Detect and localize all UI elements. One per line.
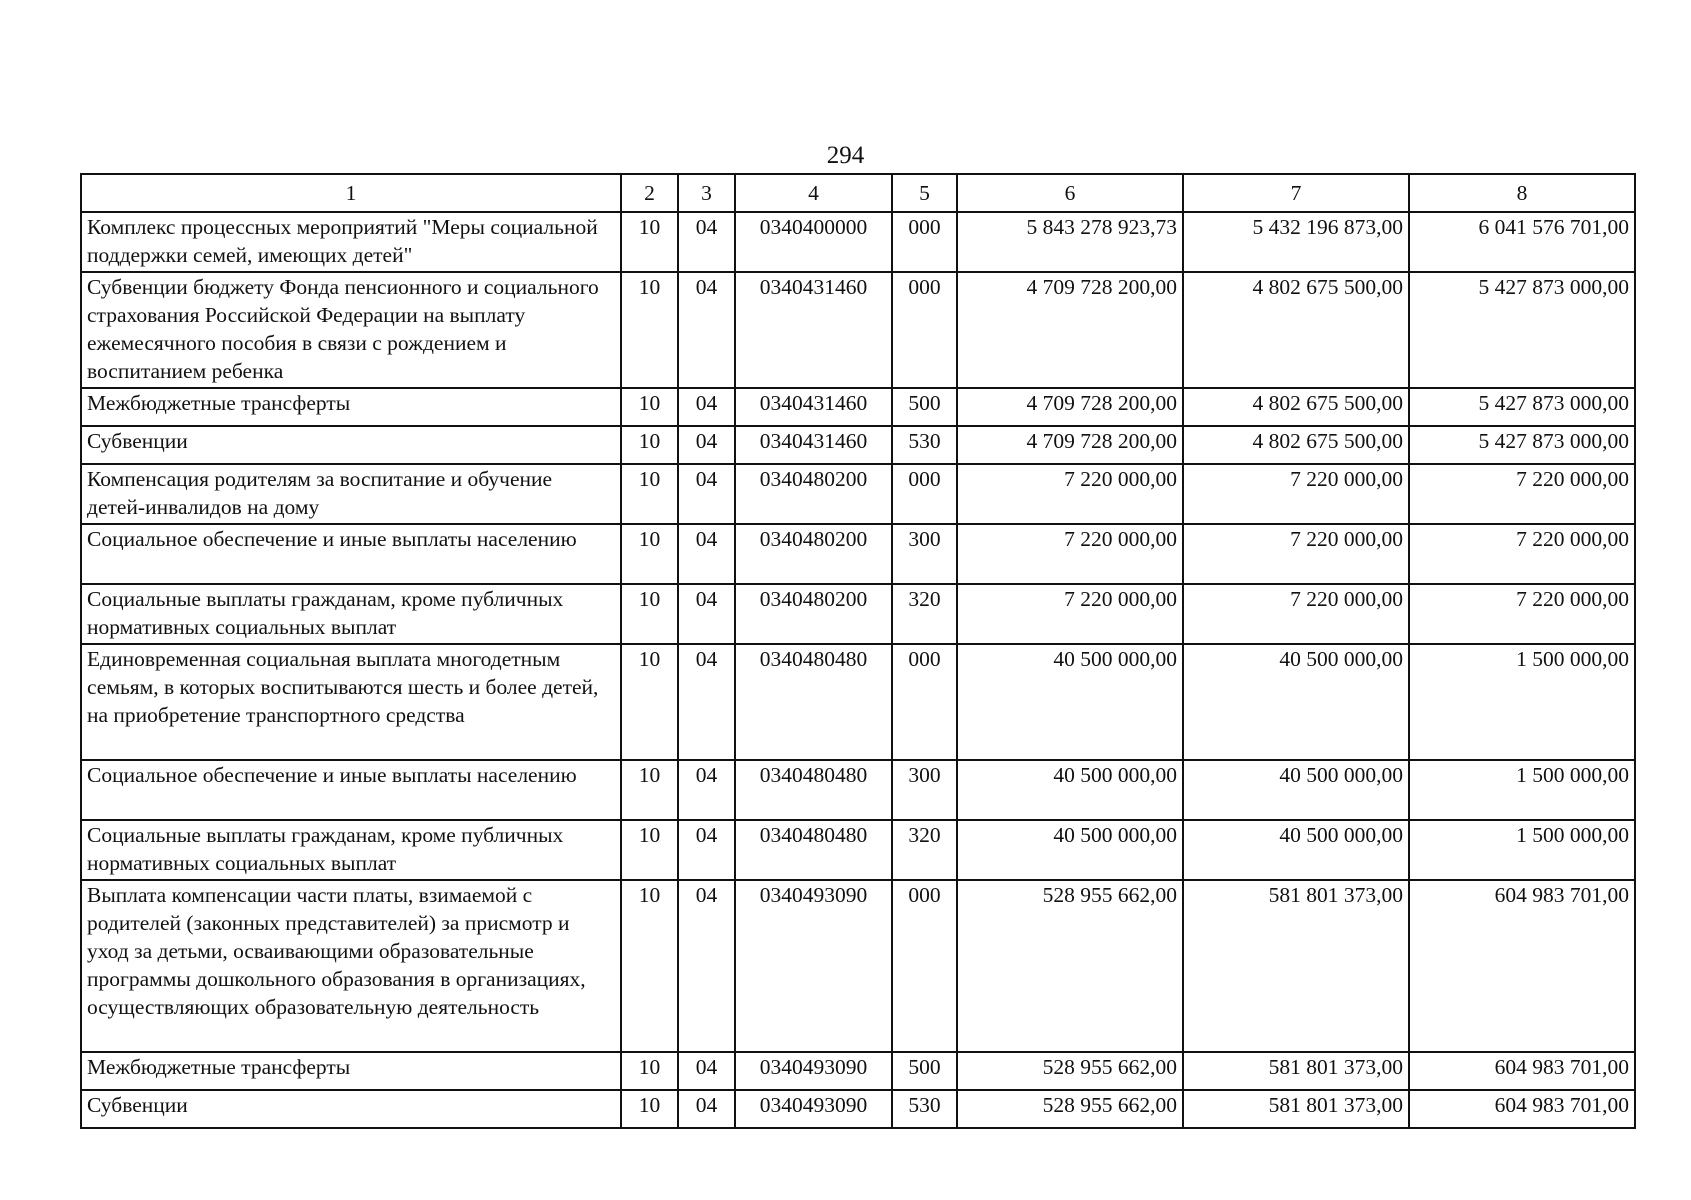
row-amount-year1: 4 709 728 200,00 xyxy=(957,272,1183,388)
row-target-article: 0340493090 xyxy=(735,1090,892,1128)
row-section: 10 xyxy=(621,212,678,272)
row-amount-year2: 40 500 000,00 xyxy=(1183,644,1409,760)
row-amount-year2: 581 801 373,00 xyxy=(1183,1052,1409,1090)
row-name: Единовременная социальная выплата многодетным семьям, в которых воспитываются шесть и более детей, на приобретение транспортного средства xyxy=(81,644,621,760)
row-amount-year1: 4 709 728 200,00 xyxy=(957,388,1183,426)
row-amount-year3: 7 220 000,00 xyxy=(1409,584,1635,644)
row-subsection: 04 xyxy=(678,760,735,820)
row-amount-year3: 1 500 000,00 xyxy=(1409,820,1635,880)
table-row xyxy=(81,464,1635,524)
row-amount-year2: 40 500 000,00 xyxy=(1183,820,1409,880)
row-subsection: 04 xyxy=(678,880,735,1052)
row-expense-type: 000 xyxy=(892,272,957,388)
row-name: Социальные выплаты гражданам, кроме публичных нормативных социальных выплат xyxy=(81,584,621,644)
row-amount-year3: 6 041 576 701,00 xyxy=(1409,212,1635,272)
row-subsection: 04 xyxy=(678,388,735,426)
row-amount-year2: 5 432 196 873,00 xyxy=(1183,212,1409,272)
row-expense-type: 300 xyxy=(892,524,957,584)
budget-table xyxy=(80,173,1636,1129)
row-amount-year1: 528 955 662,00 xyxy=(957,1052,1183,1090)
row-expense-type: 300 xyxy=(892,760,957,820)
row-name: Межбюджетные трансферты xyxy=(81,1052,621,1090)
row-amount-year1: 40 500 000,00 xyxy=(957,644,1183,760)
row-amount-year2: 7 220 000,00 xyxy=(1183,584,1409,644)
row-amount-year2: 4 802 675 500,00 xyxy=(1183,426,1409,464)
header-col-5: 5 xyxy=(892,174,957,212)
table-row xyxy=(81,426,1635,464)
row-section: 10 xyxy=(621,272,678,388)
row-subsection: 04 xyxy=(678,272,735,388)
table-row xyxy=(81,1052,1635,1090)
row-section: 10 xyxy=(621,524,678,584)
row-amount-year2: 7 220 000,00 xyxy=(1183,464,1409,524)
row-amount-year2: 40 500 000,00 xyxy=(1183,760,1409,820)
header-col-1: 1 xyxy=(81,174,621,212)
row-section: 10 xyxy=(621,426,678,464)
row-amount-year1: 7 220 000,00 xyxy=(957,464,1183,524)
row-section: 10 xyxy=(621,880,678,1052)
row-name: Социальное обеспечение и иные выплаты населению xyxy=(81,760,621,820)
row-amount-year3: 604 983 701,00 xyxy=(1409,1090,1635,1128)
row-amount-year2: 4 802 675 500,00 xyxy=(1183,388,1409,426)
row-target-article: 0340493090 xyxy=(735,880,892,1052)
row-amount-year3: 5 427 873 000,00 xyxy=(1409,388,1635,426)
row-expense-type: 530 xyxy=(892,426,957,464)
row-target-article: 0340480200 xyxy=(735,584,892,644)
row-amount-year3: 5 427 873 000,00 xyxy=(1409,426,1635,464)
row-target-article: 0340431460 xyxy=(735,388,892,426)
row-amount-year1: 7 220 000,00 xyxy=(957,584,1183,644)
row-name: Субвенции бюджету Фонда пенсионного и социального страхования Российской Федерации на выплату ежемесячного пособия в связи с рождением и воспитанием ребенка xyxy=(81,272,621,388)
row-name: Выплата компенсации части платы, взимаемой с родителей (законных представителей) за присмотр и уход за детьми, осваивающими образовательные программы дошкольного образования в организациях, осуществляющих образовательную деятельность xyxy=(81,880,621,1052)
row-name: Социальные выплаты гражданам, кроме публичных нормативных социальных выплат xyxy=(81,820,621,880)
row-target-article: 0340480200 xyxy=(735,524,892,584)
row-section: 10 xyxy=(621,464,678,524)
table-row xyxy=(81,760,1635,820)
row-amount-year1: 7 220 000,00 xyxy=(957,524,1183,584)
row-section: 10 xyxy=(621,820,678,880)
row-amount-year3: 1 500 000,00 xyxy=(1409,760,1635,820)
table-row xyxy=(81,820,1635,880)
row-subsection: 04 xyxy=(678,1052,735,1090)
row-subsection: 04 xyxy=(678,212,735,272)
row-section: 10 xyxy=(621,1052,678,1090)
row-expense-type: 320 xyxy=(892,820,957,880)
row-section: 10 xyxy=(621,644,678,760)
table-row xyxy=(81,880,1635,1052)
row-amount-year3: 604 983 701,00 xyxy=(1409,1052,1635,1090)
row-target-article: 0340431460 xyxy=(735,272,892,388)
header-col-2: 2 xyxy=(621,174,678,212)
row-expense-type: 500 xyxy=(892,388,957,426)
row-amount-year3: 7 220 000,00 xyxy=(1409,464,1635,524)
header-col-4: 4 xyxy=(735,174,892,212)
row-amount-year1: 5 843 278 923,73 xyxy=(957,212,1183,272)
row-section: 10 xyxy=(621,584,678,644)
table-row xyxy=(81,272,1635,388)
header-row xyxy=(81,174,1635,212)
row-name: Субвенции xyxy=(81,1090,621,1128)
row-amount-year2: 581 801 373,00 xyxy=(1183,880,1409,1052)
row-expense-type: 500 xyxy=(892,1052,957,1090)
row-target-article: 0340480200 xyxy=(735,464,892,524)
header-col-7: 7 xyxy=(1183,174,1409,212)
table-row xyxy=(81,584,1635,644)
row-amount-year2: 4 802 675 500,00 xyxy=(1183,272,1409,388)
row-amount-year1: 4 709 728 200,00 xyxy=(957,426,1183,464)
row-amount-year1: 40 500 000,00 xyxy=(957,820,1183,880)
row-expense-type: 000 xyxy=(892,644,957,760)
table-row xyxy=(81,524,1635,584)
page-number: 294 xyxy=(826,142,865,169)
row-expense-type: 320 xyxy=(892,584,957,644)
row-subsection: 04 xyxy=(678,584,735,644)
row-target-article: 0340480480 xyxy=(735,820,892,880)
row-amount-year1: 40 500 000,00 xyxy=(957,760,1183,820)
row-amount-year1: 528 955 662,00 xyxy=(957,1090,1183,1128)
header-col-8: 8 xyxy=(1409,174,1635,212)
table-row xyxy=(81,644,1635,760)
row-amount-year3: 1 500 000,00 xyxy=(1409,644,1635,760)
row-subsection: 04 xyxy=(678,464,735,524)
row-expense-type: 000 xyxy=(892,464,957,524)
row-section: 10 xyxy=(621,1090,678,1128)
row-subsection: 04 xyxy=(678,1090,735,1128)
row-amount-year2: 7 220 000,00 xyxy=(1183,524,1409,584)
row-target-article: 0340400000 xyxy=(735,212,892,272)
row-subsection: 04 xyxy=(678,820,735,880)
table-row xyxy=(81,212,1635,272)
header-col-6: 6 xyxy=(957,174,1183,212)
row-name: Компенсация родителям за воспитание и обучение детей-инвалидов на дому xyxy=(81,464,621,524)
row-section: 10 xyxy=(621,388,678,426)
row-amount-year3: 604 983 701,00 xyxy=(1409,880,1635,1052)
row-target-article: 0340480480 xyxy=(735,760,892,820)
table-row xyxy=(81,388,1635,426)
row-name: Социальное обеспечение и иные выплаты населению xyxy=(81,524,621,584)
row-name: Субвенции xyxy=(81,426,621,464)
row-amount-year2: 581 801 373,00 xyxy=(1183,1090,1409,1128)
row-amount-year3: 7 220 000,00 xyxy=(1409,524,1635,584)
row-subsection: 04 xyxy=(678,644,735,760)
row-subsection: 04 xyxy=(678,426,735,464)
row-name: Межбюджетные трансферты xyxy=(81,388,621,426)
header-col-3: 3 xyxy=(678,174,735,212)
row-amount-year3: 5 427 873 000,00 xyxy=(1409,272,1635,388)
table-row xyxy=(81,1090,1635,1128)
row-expense-type: 000 xyxy=(892,880,957,1052)
row-target-article: 0340480480 xyxy=(735,644,892,760)
row-target-article: 0340431460 xyxy=(735,426,892,464)
row-expense-type: 000 xyxy=(892,212,957,272)
row-target-article: 0340493090 xyxy=(735,1052,892,1090)
row-subsection: 04 xyxy=(678,524,735,584)
row-expense-type: 530 xyxy=(892,1090,957,1128)
row-amount-year1: 528 955 662,00 xyxy=(957,880,1183,1052)
row-section: 10 xyxy=(621,760,678,820)
row-name: Комплекс процессных мероприятий "Меры социальной поддержки семей, имеющих детей" xyxy=(81,212,621,272)
